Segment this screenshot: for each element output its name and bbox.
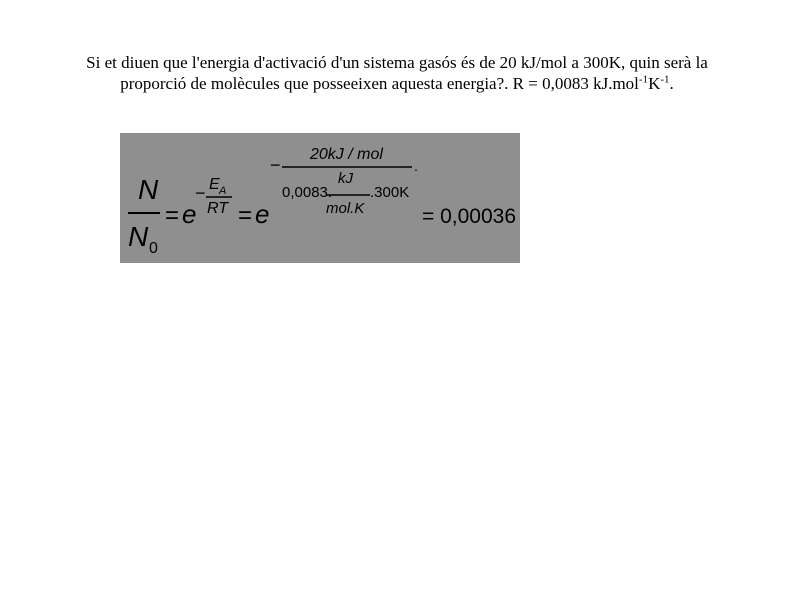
problem-statement	[40, 52, 754, 94]
formula-svg	[120, 133, 520, 263]
equals-sign-1: =	[165, 202, 180, 229]
unit-numerator-kj: kJ	[338, 170, 353, 187]
equals-sign-2: =	[238, 202, 253, 229]
exponent-trailing-period: .	[414, 158, 418, 174]
problem-line-1: Si et diuen que l'energia d'activació d'un sistema gasós és de 20 kJ/mol a 300K, quin serà la	[86, 53, 708, 72]
lhs-numerator: N	[138, 174, 159, 205]
unit-denominator-molk: mol.K	[326, 200, 365, 217]
problem-line-2	[40, 73, 754, 94]
line-end-period: .	[669, 74, 674, 93]
activation-energy-subscript: A	[219, 185, 227, 197]
energy-value: 20kJ / mol	[310, 146, 383, 163]
kelvin-unit: K	[648, 74, 661, 93]
lhs-denominator-subscript: 0	[149, 240, 158, 257]
base-e-1: e	[182, 199, 197, 229]
lhs-denominator: N	[128, 221, 149, 252]
exponent-mol: -1	[638, 73, 649, 86]
temperature-value: .300K	[370, 184, 410, 201]
exponent-minus-1: −	[195, 183, 206, 203]
formula-image	[120, 133, 520, 263]
gas-constant-value: 0,0083.	[282, 184, 333, 201]
exponent-minus-2: −	[270, 155, 281, 175]
result-value: = 0,00036	[422, 205, 517, 228]
exponent-kelvin: -1	[660, 73, 670, 86]
base-e-2: e	[255, 199, 270, 229]
activation-energy: E	[209, 176, 220, 193]
problem-line-2-text: proporció de molècules que posseeixen aquesta energia?. R = 0,0083 kJ.mol	[120, 74, 639, 93]
rt-denominator: RT	[207, 200, 229, 217]
